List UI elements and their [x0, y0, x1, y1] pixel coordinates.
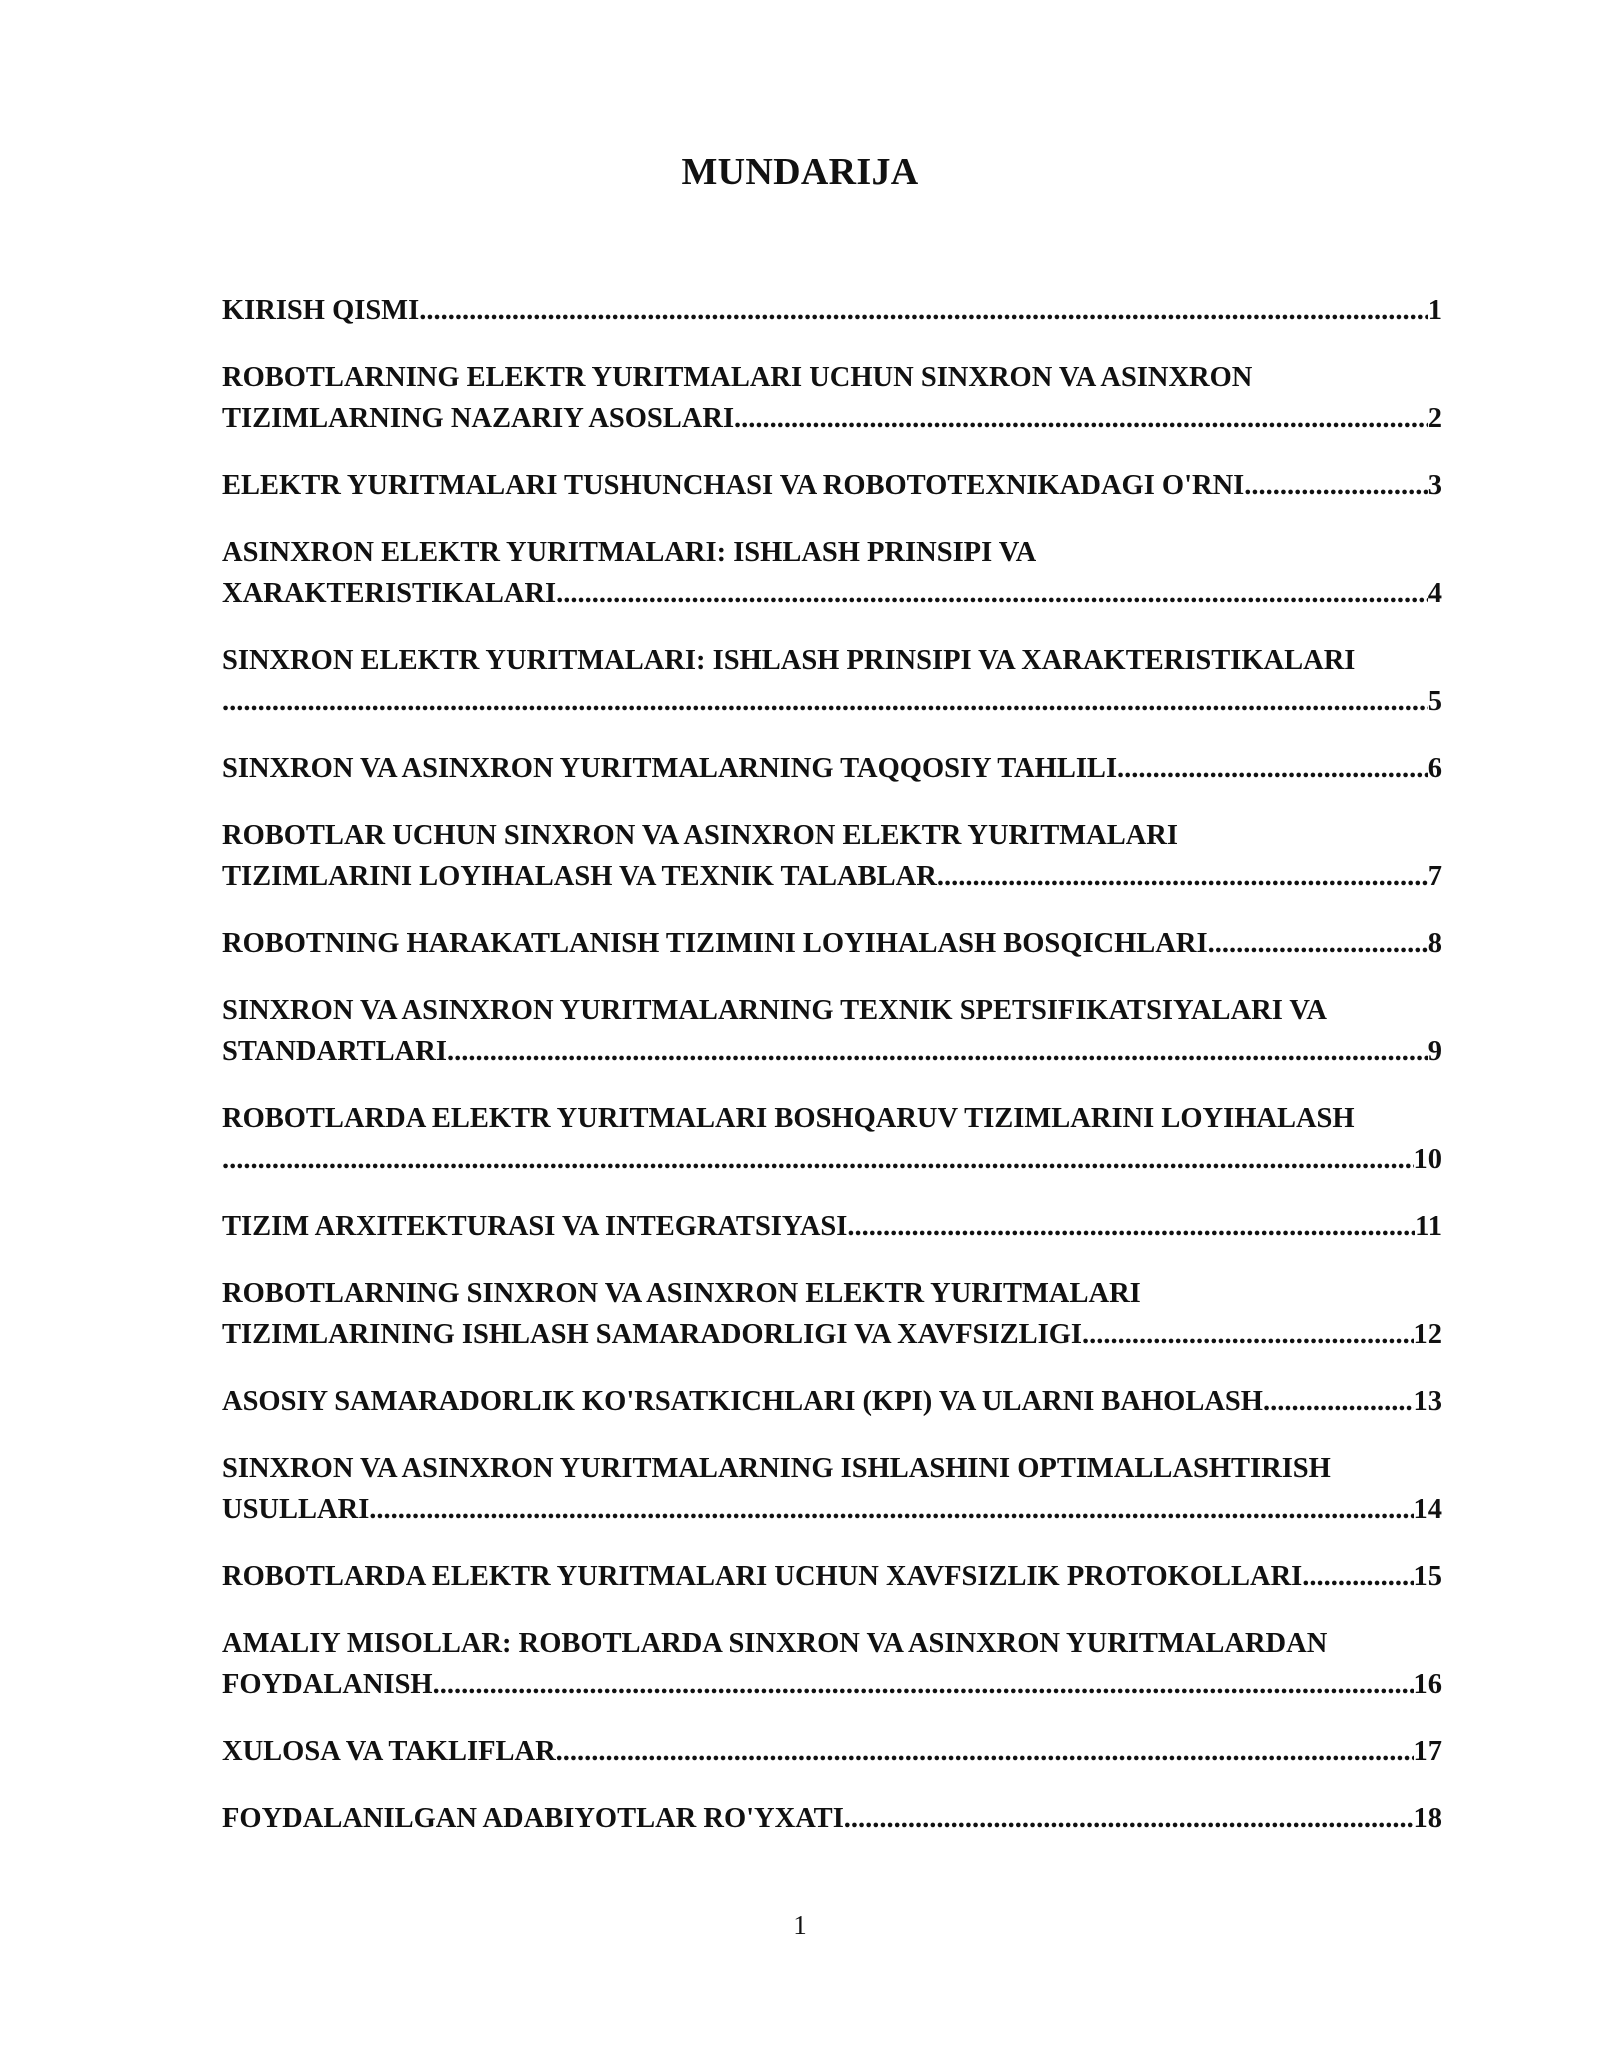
toc-page-number: 13: [1413, 1386, 1442, 1417]
toc-page-number: 18: [1413, 1803, 1442, 1834]
toc-page-number: 8: [1427, 928, 1442, 959]
toc-entry[interactable]: [222, 990, 1442, 1072]
toc-entry-title-line: SINXRON VA ASINXRON YURITMALARNING TEXNIK SPETSIFIKATSIYALARI VA: [222, 995, 1327, 1026]
toc-entry[interactable]: [222, 1623, 1442, 1705]
toc-entry[interactable]: [222, 1448, 1442, 1530]
toc-dot-leader: [1117, 748, 1428, 789]
toc-entry-title-line: SINXRON VA ASINXRON YURITMALARNING ISHLASHINI OPTIMALLASHTIRISH: [222, 1453, 1331, 1484]
toc-entry-title-line: ROBOTLAR UCHUN SINXRON VA ASINXRON ELEKTR YURITMALARI: [222, 820, 1178, 851]
toc-page-number: 15: [1413, 1561, 1442, 1592]
toc-entry-title: ELEKTR YURITMALARI TUSHUNCHASI VA ROBOTOTEXNIKADAGI O'RNI: [222, 470, 1245, 501]
toc-entry-title: TIZIMLARINING ISHLASH SAMARADORLIGI VA XAVFSIZLIGI: [222, 1319, 1082, 1350]
toc-dot-leader: [447, 1031, 1428, 1072]
toc-dot-leader: [937, 856, 1428, 897]
toc-entry-title-line: ASINXRON ELEKTR YURITMALARI: ISHLASH PRINSIPI VA: [222, 537, 1037, 568]
toc-entry-title: KIRISH QISMI: [222, 295, 420, 326]
toc-page-number: 11: [1415, 1211, 1442, 1242]
toc-entry[interactable]: [222, 1731, 1442, 1772]
toc-entry-title: SINXRON VA ASINXRON YURITMALARNING TAQQOSIY TAHLILI: [222, 753, 1118, 784]
toc-entry-title: TIZIM ARXITEKTURASI VA INTEGRATSIYASI: [222, 1211, 848, 1242]
toc-page-number: 2: [1427, 403, 1442, 434]
toc-dot-leader: [419, 290, 1428, 331]
toc-entry-title: TIZIMLARNING NAZARIY ASOSLARI: [222, 403, 735, 434]
toc-entry[interactable]: [222, 1556, 1442, 1597]
toc-entry-title: STANDARTLARI: [222, 1036, 447, 1067]
toc-entry-title-line: SINXRON ELEKTR YURITMALARI: ISHLASH PRINSIPI VA XARAKTERISTIKALARI: [222, 645, 1356, 676]
toc-page-number: 16: [1413, 1669, 1442, 1700]
toc-entry[interactable]: [222, 748, 1442, 789]
toc-page-number: 3: [1427, 470, 1442, 501]
toc-page-number: 17: [1413, 1736, 1442, 1767]
toc-page-number: 10: [1413, 1144, 1442, 1175]
toc-leader-line: [222, 748, 1442, 789]
page-title: MUNDARIJA: [681, 151, 919, 193]
toc-leader-line: [222, 1489, 1442, 1530]
toc-leader-line: [222, 856, 1442, 897]
toc-entry[interactable]: [222, 1798, 1442, 1839]
toc-page-number: 4: [1427, 578, 1442, 609]
toc-dot-leader: [1208, 923, 1428, 964]
toc-leader-line: [222, 1314, 1442, 1355]
toc-dot-leader: [433, 1664, 1414, 1705]
toc-entry[interactable]: [222, 640, 1442, 722]
toc-entry-title: XULOSA VA TAKLIFLAR: [222, 1736, 556, 1767]
toc-entry[interactable]: [222, 532, 1442, 614]
toc-leader-line: [222, 1664, 1442, 1705]
toc-entry-title: ROBOTNING HARAKATLANISH TIZIMINI LOYIHALASH BOSQICHLARI: [222, 928, 1208, 959]
toc-dot-leader: [556, 573, 1428, 614]
toc-dot-leader: [1263, 1381, 1414, 1422]
toc-entry-title: XARAKTERISTIKALARI: [222, 578, 557, 609]
toc-leader-line: [222, 1206, 1442, 1247]
toc-entry-title-line: AMALIY MISOLLAR: ROBOTLARDA SINXRON VA ASINXRON YURITMALARDAN: [222, 1628, 1328, 1659]
toc-page-number: 1: [1427, 295, 1442, 326]
toc-entry[interactable]: [222, 465, 1442, 506]
toc-page-number: 7: [1427, 861, 1442, 892]
toc-page-number: 14: [1413, 1494, 1442, 1525]
toc-entry-title-line: ROBOTLARNING ELEKTR YURITMALARI UCHUN SINXRON VA ASINXRON: [222, 362, 1253, 393]
toc-leader-line: [222, 1139, 1442, 1180]
toc-entry[interactable]: [222, 923, 1442, 964]
toc-entry-title-line: ROBOTLARNING SINXRON VA ASINXRON ELEKTR YURITMALARI: [222, 1278, 1141, 1309]
toc-leader-line: [222, 1731, 1442, 1772]
toc-leader-line: [222, 1031, 1442, 1072]
toc-entry[interactable]: [222, 357, 1442, 439]
toc-leader-line: [222, 573, 1442, 614]
toc-entry[interactable]: [222, 1381, 1442, 1422]
toc-dot-leader: [1082, 1314, 1414, 1355]
toc-leader-line: [222, 1381, 1442, 1422]
toc-dot-leader: [847, 1206, 1415, 1247]
toc-entry-title: TIZIMLARINI LOYIHALASH VA TEXNIK TALABLAR: [222, 861, 937, 892]
toc-dot-leader: [844, 1798, 1414, 1839]
page-number: 1: [793, 1910, 807, 1940]
toc-page-number: 6: [1427, 753, 1442, 784]
toc-dot-leader: [1302, 1556, 1413, 1597]
toc-entry-title-line: ROBOTLARDA ELEKTR YURITMALARI BOSHQARUV TIZIMLARINI LOYIHALASH: [222, 1103, 1355, 1134]
toc-dot-leader: [1244, 465, 1427, 506]
toc-entry-title: ASOSIY SAMARADORLIK KO'RSATKICHLARI (KPI) VA ULARNI BAHOLASH: [222, 1386, 1263, 1417]
toc-page-number: 9: [1427, 1036, 1442, 1067]
toc-leader-line: [222, 1798, 1442, 1839]
toc-dot-leader: [222, 681, 1428, 722]
toc-entry-title: ROBOTLARDA ELEKTR YURITMALARI UCHUN XAVFSIZLIK PROTOKOLLARI: [222, 1561, 1303, 1592]
toc-leader-line: [222, 681, 1442, 722]
toc-leader-line: [222, 465, 1442, 506]
toc-page-number: 12: [1413, 1319, 1442, 1350]
toc-leader-line: [222, 923, 1442, 964]
toc-entry-title: FOYDALANILGAN ADABIYOTLAR RO'YXATI: [222, 1803, 844, 1834]
toc-dot-leader: [556, 1731, 1414, 1772]
toc-dot-leader: [369, 1489, 1413, 1530]
toc-entry[interactable]: [222, 815, 1442, 897]
table-of-contents: [222, 290, 1478, 1865]
toc-page-number: 5: [1427, 686, 1442, 717]
toc-leader-line: [222, 1556, 1442, 1597]
toc-entry[interactable]: [222, 290, 1442, 331]
toc-leader-line: [222, 398, 1442, 439]
toc-entry[interactable]: [222, 1206, 1442, 1247]
toc-entry[interactable]: [222, 1098, 1442, 1180]
toc-entry-title: USULLARI: [222, 1494, 370, 1525]
toc-entry-title: FOYDALANISH: [222, 1669, 433, 1700]
toc-dot-leader: [734, 398, 1428, 439]
toc-dot-leader: [222, 1139, 1414, 1180]
toc-entry[interactable]: [222, 1273, 1442, 1355]
toc-leader-line: [222, 290, 1442, 331]
